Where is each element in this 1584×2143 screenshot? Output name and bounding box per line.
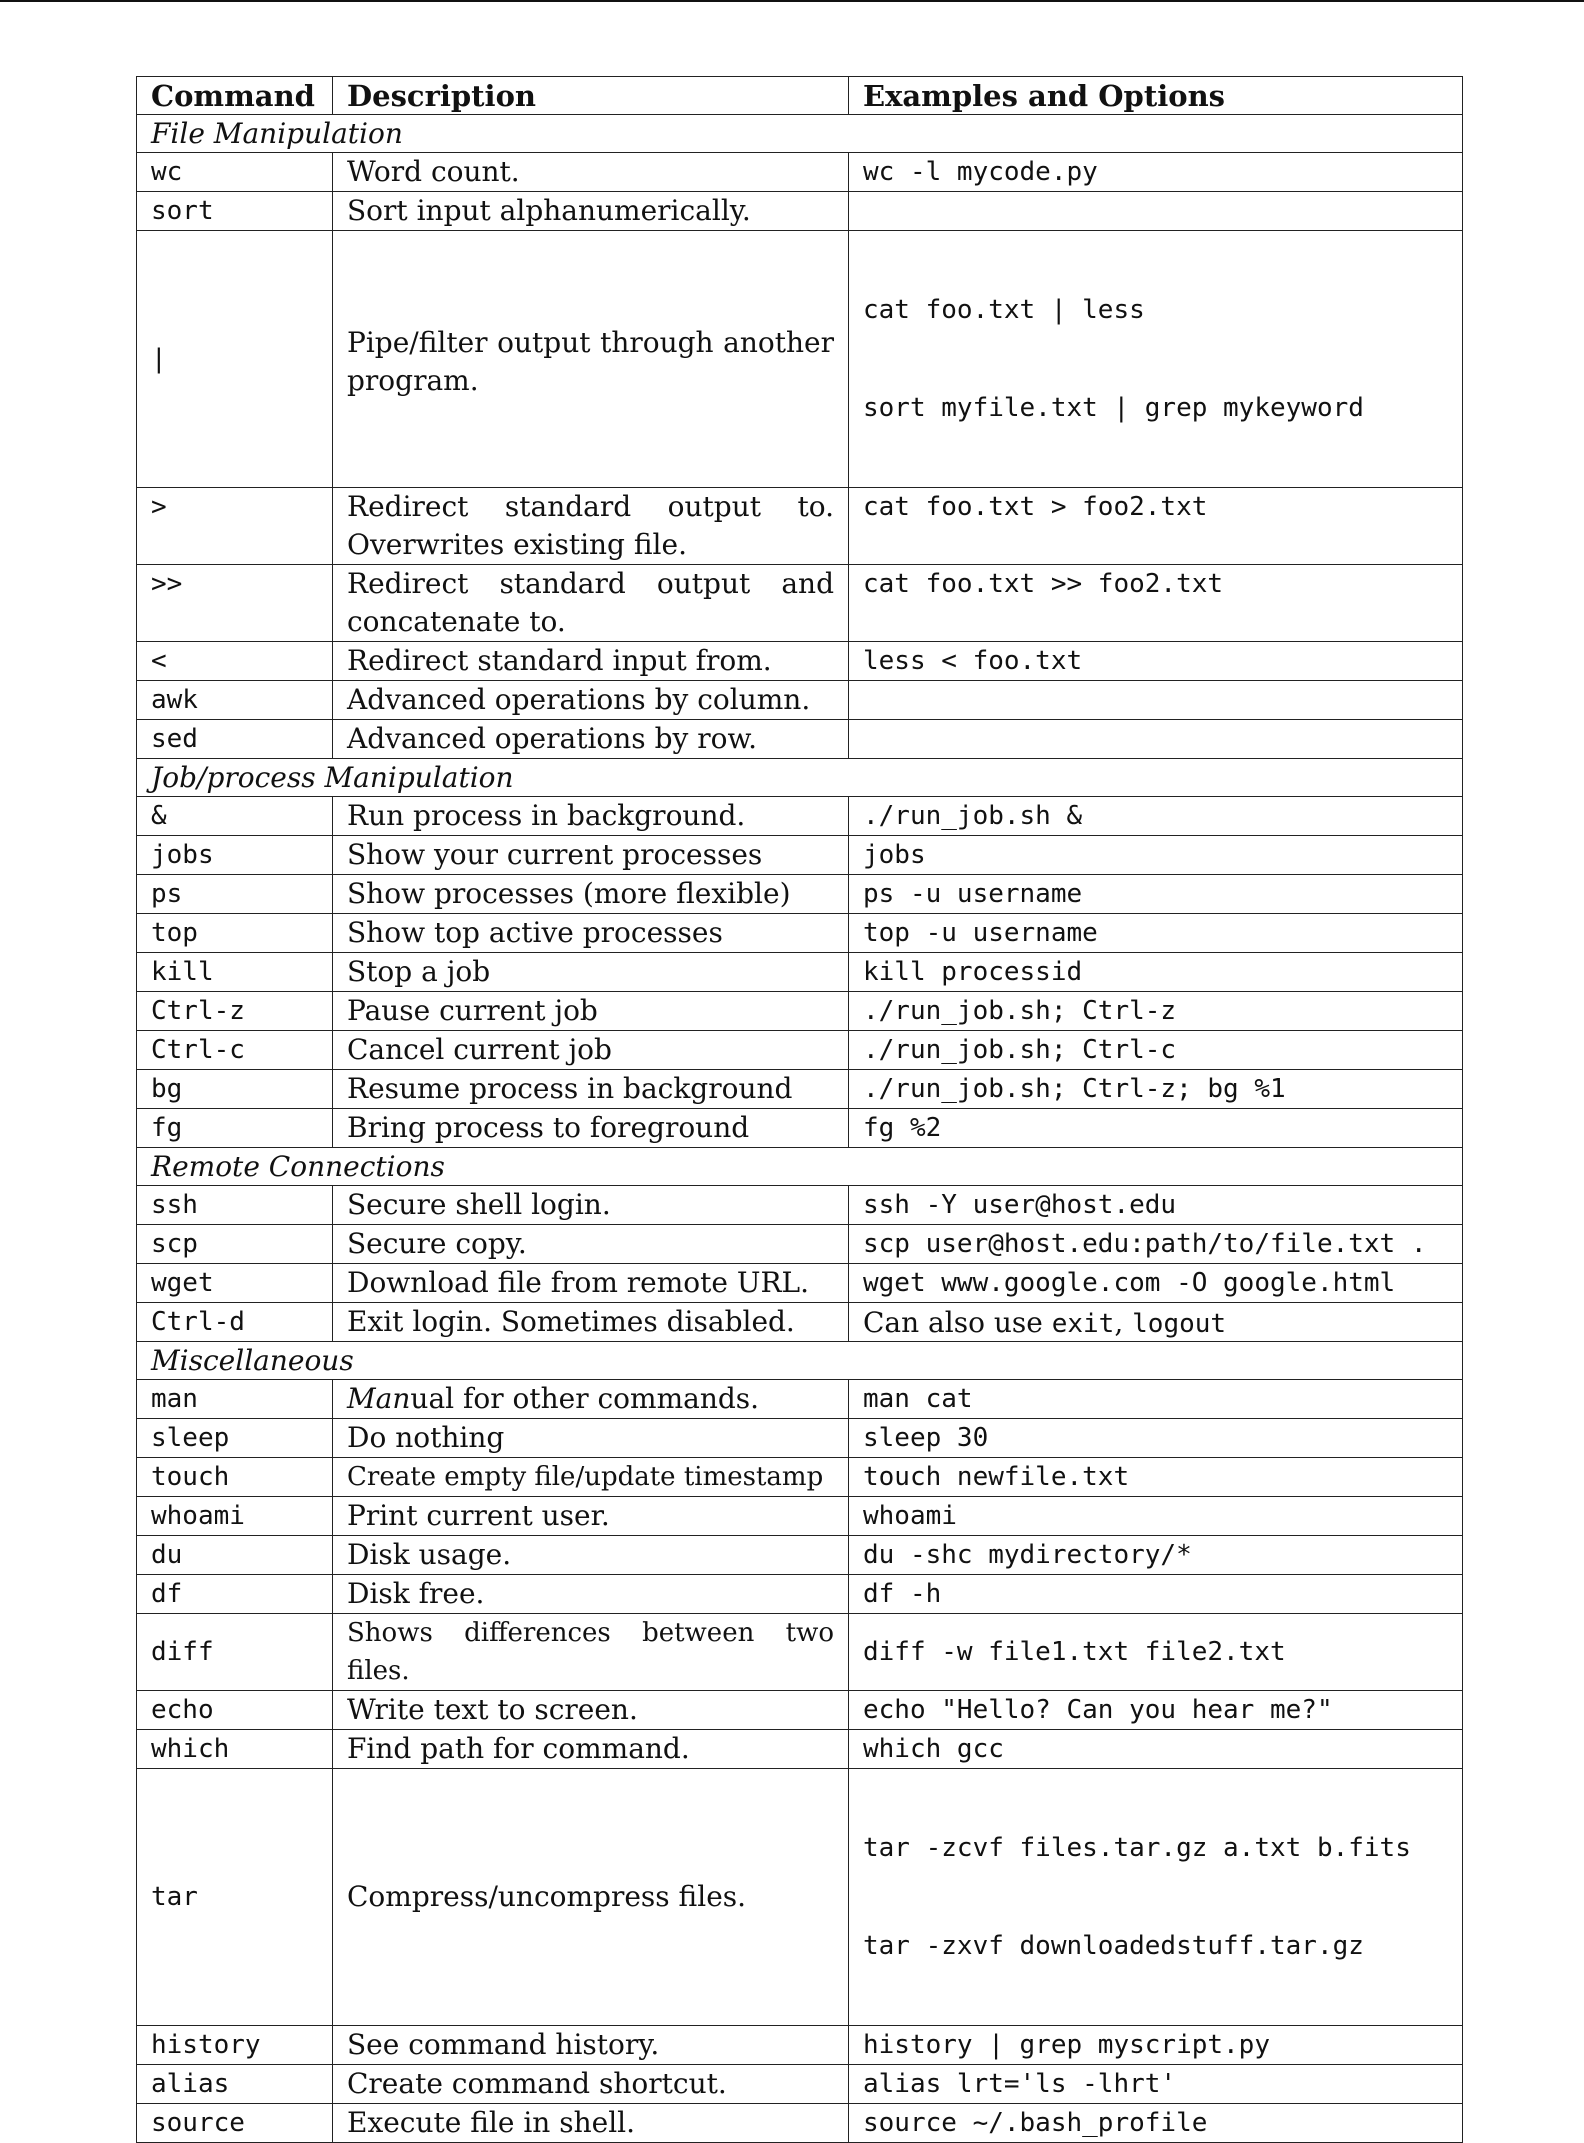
description-cell: Show processes (more flexible): [333, 875, 849, 914]
command-cell: wc: [137, 153, 333, 192]
example-cell: sleep 30: [849, 1419, 1463, 1458]
example-cell: ps -u username: [849, 875, 1463, 914]
table-row: [137, 797, 1463, 836]
description-cell: Cancel current job: [333, 1031, 849, 1070]
example-cell: wget www.google.com -O google.html: [849, 1264, 1463, 1303]
command-cell: sort: [137, 192, 333, 231]
section-row: [137, 1342, 1463, 1380]
table-row: [137, 642, 1463, 681]
example-line: tar -zcvf files.tar.gz a.txt b.fits: [863, 1833, 1411, 1863]
table-row: [137, 1536, 1463, 1575]
example-line: cat foo.txt | less: [863, 295, 1145, 325]
table-row: [137, 1031, 1463, 1070]
description-cell: Print current user.: [333, 1497, 849, 1536]
command-cell: du: [137, 1536, 333, 1575]
table-row: [137, 875, 1463, 914]
table-row: [137, 488, 1463, 565]
table-row: [137, 1070, 1463, 1109]
example-cell: [849, 231, 1463, 488]
description-cell: Pipe/filter output through another program.: [333, 231, 849, 488]
command-cell: fg: [137, 1109, 333, 1148]
table-row: [137, 1497, 1463, 1536]
command-cell: whoami: [137, 1497, 333, 1536]
command-cell: wget: [137, 1264, 333, 1303]
command-cell: Ctrl-c: [137, 1031, 333, 1070]
description-cell: Redirect standard input from.: [333, 642, 849, 681]
example-cell: cat foo.txt >> foo2.txt: [849, 565, 1463, 642]
description-cell: Find path for command.: [333, 1730, 849, 1769]
example-cell: man cat: [849, 1380, 1463, 1419]
header-examples: Examples and Options: [849, 77, 1463, 115]
description-cell: Word count.: [333, 153, 849, 192]
example-cell: scp user@host.edu:path/to/file.txt .: [849, 1225, 1463, 1264]
command-cell: <: [137, 642, 333, 681]
command-cell: ssh: [137, 1186, 333, 1225]
command-cell: scp: [137, 1225, 333, 1264]
command-cell: tar: [137, 1769, 333, 2026]
table-row: [137, 1186, 1463, 1225]
example-cell: ./run_job.sh &: [849, 797, 1463, 836]
description-cell: Resume process in background: [333, 1070, 849, 1109]
description-cell: Create command shortcut.: [333, 2065, 849, 2104]
command-cell: df: [137, 1575, 333, 1614]
description-cell: Compress/uncompress files.: [333, 1769, 849, 2026]
example-cell: kill processid: [849, 953, 1463, 992]
command-cell: alias: [137, 2065, 333, 2104]
example-cell: jobs: [849, 836, 1463, 875]
example-cell: wc -l mycode.py: [849, 153, 1463, 192]
example-cell: [849, 681, 1463, 720]
page-top-rule: [0, 0, 1584, 2]
description-cell: Do nothing: [333, 1419, 849, 1458]
description-cell: Run process in background.: [333, 797, 849, 836]
example-cell: touch newfile.txt: [849, 1458, 1463, 1497]
description-cell: Sort input alphanumerically.: [333, 192, 849, 231]
command-reference-table: [136, 76, 1463, 2143]
description-cell: Advanced operations by column.: [333, 681, 849, 720]
description-cell: See command history.: [333, 2026, 849, 2065]
command-cell: ps: [137, 875, 333, 914]
command-cell: >: [137, 488, 333, 565]
table-row: [137, 681, 1463, 720]
example-line: tar -zxvf downloadedstuff.tar.gz: [863, 1931, 1364, 1961]
section-row: [137, 1148, 1463, 1186]
header-command: Command: [137, 77, 333, 115]
example-line: sort myfile.txt | grep mykeyword: [863, 393, 1364, 423]
description-cell: Disk free.: [333, 1575, 849, 1614]
description-rest: ual for other commands.: [410, 1382, 760, 1415]
table-row: [137, 1109, 1463, 1148]
example-cell: history | grep myscript.py: [849, 2026, 1463, 2065]
command-cell: Ctrl-z: [137, 992, 333, 1031]
description-cell: [333, 1380, 849, 1419]
example-cell: [849, 1303, 1463, 1342]
example-logout: logout: [1132, 1308, 1227, 1339]
command-cell: echo: [137, 1691, 333, 1730]
description-cell: Shows differences between two files.: [333, 1614, 849, 1691]
description-cell: Stop a job: [333, 953, 849, 992]
table-row: [137, 953, 1463, 992]
example-cell: [849, 1769, 1463, 2026]
section-row: [137, 759, 1463, 797]
description-italic: Man: [347, 1382, 411, 1415]
header-description: Description: [333, 77, 849, 115]
command-cell: >>: [137, 565, 333, 642]
example-cell: top -u username: [849, 914, 1463, 953]
description-cell: Show top active processes: [333, 914, 849, 953]
example-cell: alias lrt='ls -lhrt': [849, 2065, 1463, 2104]
command-cell: sed: [137, 720, 333, 759]
command-cell: Ctrl-d: [137, 1303, 333, 1342]
table-row: [137, 914, 1463, 953]
description-cell: Write text to screen.: [333, 1691, 849, 1730]
command-cell: sleep: [137, 1419, 333, 1458]
table-row: [137, 1303, 1463, 1342]
example-cell: df -h: [849, 1575, 1463, 1614]
description-cell: Secure copy.: [333, 1225, 849, 1264]
section-title-miscellaneous: Miscellaneous: [137, 1342, 1463, 1380]
command-cell: which: [137, 1730, 333, 1769]
example-cell: ./run_job.sh; Ctrl-c: [849, 1031, 1463, 1070]
example-cell: du -shc mydirectory/*: [849, 1536, 1463, 1575]
table-row: [137, 836, 1463, 875]
example-exit: exit: [1051, 1308, 1115, 1339]
table-row: [137, 720, 1463, 759]
description-cell: Redirect standard output and concatenate to.: [333, 565, 849, 642]
example-cell: ./run_job.sh; Ctrl-z; bg %1: [849, 1070, 1463, 1109]
example-cell: whoami: [849, 1497, 1463, 1536]
example-cell: ssh -Y user@host.edu: [849, 1186, 1463, 1225]
table-row: [137, 565, 1463, 642]
table-row: [137, 2065, 1463, 2104]
description-cell: Create empty file/update timestamp: [333, 1458, 849, 1497]
description-cell: Redirect standard output to. Overwrites existing file.: [333, 488, 849, 565]
table-row: [137, 1691, 1463, 1730]
command-cell: history: [137, 2026, 333, 2065]
table-row: [137, 2104, 1463, 2143]
table-row: [137, 992, 1463, 1031]
description-cell: Disk usage.: [333, 1536, 849, 1575]
example-cell: diff -w file1.txt file2.txt: [849, 1614, 1463, 1691]
example-cell: cat foo.txt > foo2.txt: [849, 488, 1463, 565]
section-title-remote-connections: Remote Connections: [137, 1148, 1463, 1186]
example-cell: [849, 720, 1463, 759]
header-row: [137, 77, 1463, 115]
table-row: [137, 192, 1463, 231]
table-row: [137, 1575, 1463, 1614]
table-row: [137, 1458, 1463, 1497]
example-cell: [849, 192, 1463, 231]
table-row: [137, 153, 1463, 192]
description-cell: Exit login. Sometimes disabled.: [333, 1303, 849, 1342]
example-separator: ,: [1114, 1305, 1133, 1339]
table-row: [137, 1419, 1463, 1458]
command-cell: &: [137, 797, 333, 836]
example-cell: source ~/.bash_profile: [849, 2104, 1463, 2143]
description-cell: Execute file in shell.: [333, 2104, 849, 2143]
description-cell: Show your current processes: [333, 836, 849, 875]
description-cell: Bring process to foreground: [333, 1109, 849, 1148]
command-cell: |: [137, 231, 333, 488]
command-cell: top: [137, 914, 333, 953]
command-cell: jobs: [137, 836, 333, 875]
command-cell: awk: [137, 681, 333, 720]
command-cell: touch: [137, 1458, 333, 1497]
command-cell: bg: [137, 1070, 333, 1109]
command-cell: source: [137, 2104, 333, 2143]
table-row: [137, 1614, 1463, 1691]
example-cell: echo "Hello? Can you hear me?": [849, 1691, 1463, 1730]
table-row: [137, 1225, 1463, 1264]
command-cell: man: [137, 1380, 333, 1419]
command-cell: kill: [137, 953, 333, 992]
section-title-job-process-manipulation: Job/process Manipulation: [137, 759, 1463, 797]
section-row: [137, 115, 1463, 153]
example-cell: ./run_job.sh; Ctrl-z: [849, 992, 1463, 1031]
description-cell: Pause current job: [333, 992, 849, 1031]
table-row: [137, 2026, 1463, 2065]
example-cell: which gcc: [849, 1730, 1463, 1769]
section-title-file-manipulation: File Manipulation: [137, 115, 1463, 153]
example-cell: less < foo.txt: [849, 642, 1463, 681]
description-cell: Secure shell login.: [333, 1186, 849, 1225]
example-cell: fg %2: [849, 1109, 1463, 1148]
table-row: [137, 1730, 1463, 1769]
table-row: [137, 1380, 1463, 1419]
example-prefix: Can also use: [863, 1305, 1052, 1339]
description-cell: Download file from remote URL.: [333, 1264, 849, 1303]
command-cell: diff: [137, 1614, 333, 1691]
table-row: [137, 1264, 1463, 1303]
table-row: [137, 231, 1463, 488]
description-cell: Advanced operations by row.: [333, 720, 849, 759]
table-row: [137, 1769, 1463, 2026]
